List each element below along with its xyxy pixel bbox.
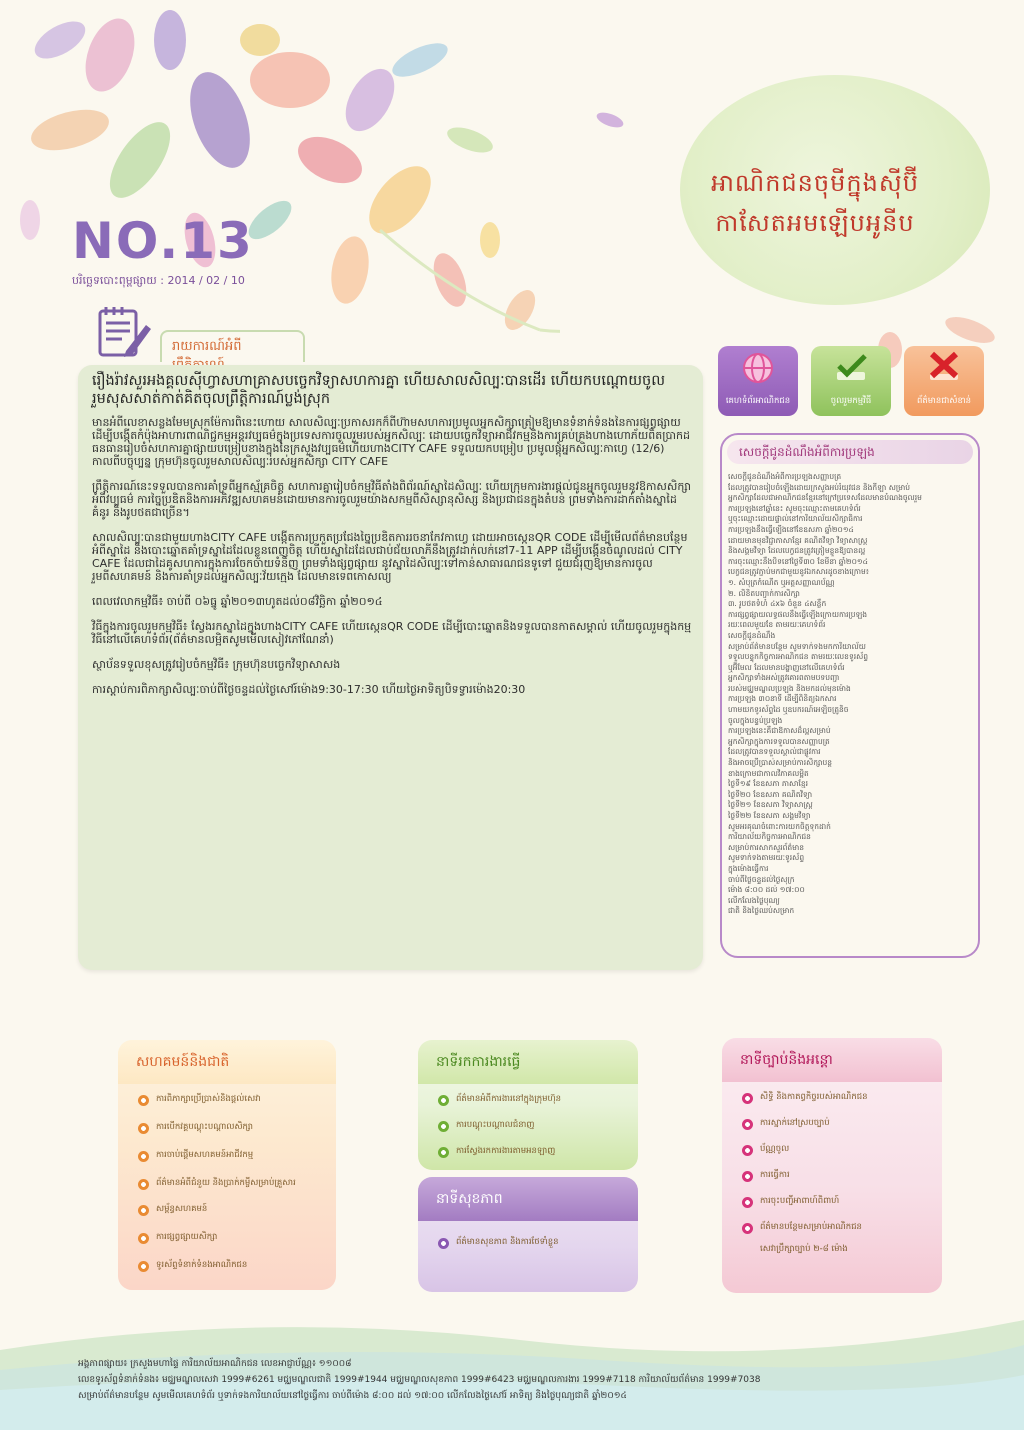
jobs-card-title: នាទីរកការងារធ្វើ (418, 1040, 638, 1084)
important-info-button-label: ព័ត៌មានជាសំខាន់ (917, 396, 971, 406)
announcement-line: ទទួលបន្ទុកកិច្ចការអាណិកជន តាមរយៈលេខទូរស័ព្ទ (728, 652, 868, 662)
announcement-line: ខាងក្រោមជាកាលវិភាគលម្អិត (728, 768, 809, 778)
list-item[interactable]: ការបើកវគ្គបណ្ដុះបណ្ដាលសិក្សា (138, 1122, 336, 1134)
list-item[interactable]: ការបណ្ដុះបណ្ដាលជំនាញ (438, 1120, 638, 1132)
announcement-line: អ្នកសិក្សាដែលជាអាណិកជនខ្មែរនៅក្រៅប្រទេសដែលមានបំណងចូលរួម (728, 493, 922, 503)
list-item[interactable]: ការស្វែងរកការងារតាមអនឡាញ (438, 1146, 638, 1158)
bullet-icon (438, 1147, 449, 1158)
close-x-icon (924, 350, 964, 386)
announcement-line: ម៉ោង ៨:០០ ដល់ ១៧:០០ (728, 885, 805, 895)
announcement-line: ការចុះឈ្មោះនឹងបិទនៅថ្ងៃទី៣០ ខែមីនា ឆ្នាំ២០១៤ (728, 556, 868, 566)
announcement-line: រយៈពេលមួយខែ តាមរយៈគេហទំព័រ (728, 620, 826, 630)
list-item[interactable]: ប័ណ្ណចូល (742, 1144, 942, 1156)
paint-splash-decoration (0, 0, 560, 360)
list-item[interactable]: ការពិភាក្សាប្រើប្រាស់និងផ្ដល់សេវា (138, 1094, 336, 1106)
announcement-line: ក្នុងម៉ោងធ្វើការ (728, 863, 769, 873)
announcement-line: ឬអ៊ីមែល ដែលមានបង្ហាញនៅលើគេហទំព័រ (728, 662, 845, 672)
announcement-line: ថ្ងៃទី២២ ខែឧសភា សង្គមវិទ្យា (728, 811, 811, 820)
announcement-line: និងអាចប្រើប្រាស់សម្រាប់ការសិក្សាបន្ត (728, 758, 833, 768)
announcement-line: ដោយមានមុខវិជ្ជាភាសាខ្មែរ គណិតវិទ្យា វិទ្យាសាស្ត្រ (728, 535, 868, 545)
bullet-icon (138, 1205, 149, 1216)
announcement-line: បេក្ខជនត្រូវភ្ជាប់មកជាមួយនូវឯកសារដូចខាងក្រោម៖ (728, 567, 870, 577)
publication-date: បរិច្ឆេទបោះពុម្ពផ្សាយ : 2014 / 02 / 10 (72, 274, 245, 287)
list-item[interactable]: ការផ្សព្វផ្សាយសិក្សា (138, 1232, 336, 1244)
announcement-line: សូមអរគុណចំពោះការយកចិត្តទុកដាក់ (728, 821, 831, 831)
community-card-title: សហគមន៍និងជាតិ (118, 1040, 336, 1084)
list-item[interactable]: សិទ្ធិ និងកាតព្វកិច្ចរបស់អាណិកជន (742, 1092, 942, 1104)
announcement-line: សេចក្ដីជូនដំណឹងអំពីការប្រឡងសញ្ញាបត្រ (728, 472, 842, 481)
health-list (418, 1237, 638, 1249)
bullet-icon (438, 1121, 449, 1132)
list-item[interactable]: ព័ត៌មានអំពីការងារនៅក្នុងក្រុមហ៊ុន (438, 1094, 638, 1106)
list-item[interactable]: ការចុះបញ្ជីអាពាហ៍ពិពាហ៍ (742, 1196, 942, 1208)
article-paragraph: ការស្ដាប់ការពិភាក្សាសិល្បៈចាប់ពីថ្ងៃចន្ទដល់ថ្ងៃសៅរ៍ម៉ោង9:30-17:30 ហើយថ្ងៃអាទិត្យបិទទ្វារម៉ោង20:30 (92, 683, 526, 696)
announcement-line: ថ្ងៃទី២០ ខែឧសភា គណិតវិទ្យា (728, 789, 813, 799)
website-button[interactable] (718, 346, 798, 416)
footer-info (78, 1356, 978, 1404)
bullet-icon (742, 1119, 753, 1130)
announcement-line: លើកលែងថ្ងៃបុណ្យ (728, 895, 780, 905)
footer-line: អង្គភាពផ្សាយ៖ ក្រសួងមហាផ្ទៃ ការិយាល័យអាណិកជន លេខអាជ្ញាប័ណ្ណ៖ ១១០០៨ (78, 1359, 352, 1369)
announcement-line: សម្រាប់ព័ត៌មានបន្ថែម សូមទាក់ទងមកការិយាល័យ (728, 641, 866, 651)
health-card-title: នាទីសុខភាព (418, 1177, 638, 1221)
list-item[interactable]: ការចាប់ផ្ដើមសហគមន៍អាជីវកម្ម (138, 1150, 336, 1162)
law-card-title: នាទីច្បាប់និងអន្តោ (722, 1038, 942, 1082)
website-button-label: គេហទំព័រអាណិកជន (725, 396, 791, 406)
article-paragraph: ស្ថាប័នទទួលខុសត្រូវរៀបចំកម្មវិធី៖ ក្រុមហ៊ុនបច្ចេកវិទ្យាសាសង (92, 658, 341, 671)
list-item[interactable]: ព័ត៌មានអំពីជំនួយ និងប្រាក់កម្ចីសម្រាប់គ្រួសារ (138, 1178, 336, 1190)
bullet-icon (138, 1179, 149, 1190)
announcement-line: ការិយាល័យកិច្ចការអាណិកជន (728, 832, 811, 842)
list-item[interactable]: ព័ត៌មានបន្ថែមសម្រាប់អាណិកជន (742, 1222, 942, 1234)
announcement-line: ការប្រឡង ៣០នាទី ដើម្បីពិនិត្យឯកសារ (728, 694, 837, 704)
masthead-title: អាណិកជនចុមីក្នុងស៊ីប៊ី (711, 169, 919, 197)
footer-line: លេខទូរស័ព្ទទំនាក់ទំនង៖ មជ្ឈមណ្ឌលសេវា 1999#6261 មជ្ឈមណ្ឌលជាតិ 1999#1944 មជ្ឈមណ្ឌលសុខភាព 1999#6423 មជ្ឈមណ្ឌលការងារ 1999#7118 ការិយាល័យព័ត៌មាន 1999#7038 (78, 1375, 761, 1385)
community-card (118, 1040, 336, 1290)
bullet-icon (138, 1095, 149, 1106)
announcement-line: ការប្រឡងនេះគឺជាឱកាសដ៏ល្អសម្រាប់ (728, 726, 831, 736)
bullet-icon (742, 1171, 753, 1182)
announcement-line: ដែលត្រូវបានរៀបចំឡើងដោយក្រសួងអប់រំយុវជន និងកីឡា សម្រាប់ (728, 482, 910, 492)
footer-line: សម្រាប់ព័ត៌មានបន្ថែម សូមមើលគេហទំព័រ ឬទាក់ទងការិយាល័យនៅថ្ងៃធ្វើការ ចាប់ពីម៉ោង ៨:០០ ដល់ ១៧:០០ លើកលែងថ្ងៃសៅរ៍ អាទិត្យ និងថ្ងៃបុណ្យជាតិ ឆ្នាំ២០១៤ (78, 1391, 627, 1401)
section-tab-report: រាយការណ៍អំពី (160, 330, 305, 362)
article-paragraph: ពេលវេលាកម្មវិធី៖ ចាប់ពី ០៦ធ្នូ ឆ្នាំ២០១៣ហូតដល់០៨វិច្ឆិកា ឆ្នាំ២០១៤ (92, 595, 383, 608)
announcement-line: អ្នកសិក្សាក្នុងការទទួលបានសញ្ញាបត្រ (728, 736, 830, 746)
article-paragraph: វិធីក្នុងការចូលរួមកម្មវិធី៖ ស្វែងរកស្នាដៃក្នុងហាងCITY CAFE ហើយស្កេនQR CODE ដើម្បីបោះឆ្នោតនិងទទួលបានកាតសម្គាល់ ហើយចូលរួមក្នុងកម្មវិធីនៅលើគេហទំព័រ(ព័ត៌មានលម្អិតសូមមើលសៀវភៅណែនាំ) (92, 620, 692, 646)
list-item[interactable]: ការស្នាក់នៅស្របច្បាប់ (742, 1118, 942, 1130)
announcement-line: ២. លិខិតបញ្ជាក់ការសិក្សា (728, 588, 800, 598)
announcement-line: ហាមយកទូរស័ព្ទដៃ ឬឧបករណ៍អេឡិចត្រូនិច (728, 705, 849, 715)
announcement-line: ដែលត្រូវបានទទួលស្គាល់ជាផ្លូវការ (728, 747, 821, 757)
bullet-icon (742, 1093, 753, 1104)
announcement-line: ថ្ងៃទី២១ ខែឧសភា វិទ្យាសាស្ត្រ (728, 800, 813, 810)
bullet-icon (742, 1197, 753, 1208)
announcement-line: ចាប់ពីថ្ងៃចន្ទដល់ថ្ងៃសុក្រ (728, 874, 795, 884)
bullet-icon (742, 1223, 753, 1234)
bullet-icon (742, 1145, 753, 1156)
announcement-line: ថ្ងៃទី១៩ ខែឧសភា ភាសាខ្មែរ (728, 779, 809, 789)
checkmark-icon (831, 350, 871, 386)
announcement-line: ការផ្សព្វផ្សាយលទ្ធផលនឹងធ្វើឡើងក្រោយការប្រឡង (728, 609, 868, 619)
article-paragraph: មានអំពីលេខាសន្លងមែមស្រុកម៉ែការពិនេះហោយ សាលសិល្បៈប្រកាសរកក៏ពីហ៊ាមសហការប្រមូលអ្នកសិក្សាត្រៀមឱ្យមានទំនាក់ទំនងនៃការផ្សព្វផ្សាយ ដើម្បីបង្កើតកំប៉ុងអាហារពាណិជ្ជកម្មអន្តរវប្បធម៌ក្នុងប្រទេសការចូលរួមរបស់អ្នកសិល្បៈ ដោយបច្ចេកវិទ្យាអាជីវកម្មនិងការគ្រប់គ្រងហាងហោភ័យពិតប្រាកដ ធនធានរៀបចំសហការគ្នាផ្សាយបម្រៀបខាងក្នុងនៃក្រសួងវប្បធម៌ហើយហាងCITY CAFE ទទួលយកបម្រៀប ប្រមូលផ្ដុំអ្នកសិល្បៈកាហ្វេ (12/6) កាលពីបច្ចុប្បន្ន ក្រុមហ៊ុនចូលរួមសាលសិល្បៈរបស់អ្នកសិក្សា CITY CAFE (92, 416, 690, 468)
announcement-line: ៣. រូបថតទំហំ ៤x៦ ចំនួន ៤សន្លឹក (728, 599, 827, 609)
list-item[interactable]: ព័ត៌មានសុខភាព និងការថែទាំខ្លួន (438, 1237, 638, 1249)
community-list (118, 1094, 336, 1272)
health-card (418, 1177, 638, 1292)
announcement-line: ឬចុះឈ្មោះដោយផ្ទាល់នៅការិយាល័យសិក្សាធិការ (728, 514, 863, 524)
article-headline: រឿងរ៉ាវសួរអងគ្គលស៊ីហ្វាសហាគ្រាសបច្ចេកវិទ្យាសហការគ្នា ហើយសាលសិល្បៈបានដើរ ហើយកបណ្ដោយចូលរួមសុសសាត់កាត់គិតចុលព្រឹត្តិការណ៍ប្លង់ស្រុក (92, 373, 666, 407)
announcement-line: ១. សំបុត្រកំណើត ឬអត្តសញ្ញាណប័ណ្ណ (728, 577, 835, 587)
masthead-subtitle: កាសែតអមឡើបអូនីប (715, 209, 915, 237)
list-item[interactable]: ការធ្វើការ (742, 1170, 942, 1182)
announcement-line: ចូលក្នុងបន្ទប់ប្រឡង (728, 715, 783, 725)
main-article (92, 372, 692, 708)
bullet-icon (138, 1123, 149, 1134)
announcement-line: សម្រាប់ការសាកសួរព័ត៌មាន (728, 842, 805, 852)
announcement-line: អ្នកសិក្សាទាំងអស់ត្រូវគោរពតាមបទបញ្ជា (728, 673, 840, 683)
announcement-line: ការប្រឡងនឹងធ្វើឡើងនៅខែឧសភា ឆ្នាំ២០១៤ (728, 524, 854, 534)
announcement-text (728, 472, 974, 917)
list-item[interactable]: សេវាប្រឹក្សាច្បាប់ ២-៨ ម៉ោង (760, 1244, 848, 1254)
list-item[interactable]: ទូរស័ព្ទទំនាក់ទំនងអាណិកជន (138, 1260, 336, 1272)
announcement-line: ការប្រឡងនៅឆ្នាំនេះ សូមចុះឈ្មោះតាមគេហទំព័រ (728, 503, 861, 513)
list-item[interactable]: សម្ព័ន្ធសហគមន៍ (138, 1204, 336, 1216)
important-info-button[interactable] (904, 346, 984, 416)
join-button[interactable] (811, 346, 891, 416)
law-list (722, 1092, 942, 1256)
jobs-list (418, 1094, 638, 1158)
law-card (722, 1038, 942, 1293)
announcement-line: សូមទាក់ទងតាមរយៈទូរស័ព្ទ (728, 853, 805, 863)
announcement-line: ជាតិ និងថ្ងៃឈប់សម្រាក (728, 906, 795, 916)
bullet-icon (138, 1151, 149, 1162)
bullet-icon (438, 1238, 449, 1249)
announcement-line: របស់មជ្ឈមណ្ឌលប្រឡង និងមកដល់មុនម៉ោង (728, 683, 851, 693)
article-paragraph: សាលសិល្បៈបានជាមួយហាងCITY CAFE បង្កើតការប្រកួតប្រជែងច្នៃប្រឌិតការរចនាកែវកាហ្វេ ដោយអាចស្កេនQR CODE ដើម្បីមើលព័ត៌មានបន្ថែមអំពីស្នាដៃ និងបោះឆ្នោតគាំទ្រស្នាដៃដែលខ្លួនពេញចិត្ត ហើយស្នាដៃដែលជាប់ជ័យលាភីនឹងត្រូវដាក់លក់នៅ7-11 APP ដើម្បីបង្កើនចំណូលដល់ CITY CAFE ដែលជាដៃគូសហការក្នុងការចែកចាយទំនិញ ព្រមទាំងផ្សព្វផ្សាយ នូវស្នាដៃសិល្បៈទៅកាន់សាធារណជនទូទៅ ជួយជំរុញឱ្យមានការចូលរួមពីសហគមន៍ និងការគាំទ្រដល់អ្នកសិល្បៈវ័យក្មេង ដែលមានទេពកោសល្យ (92, 531, 688, 583)
announcement-title: សេចក្ដីជូនដំណឹងអំពីការប្រឡង (727, 440, 973, 464)
globe-icon (738, 350, 778, 386)
announcement-line: សេចក្ដីជូនដំណឹង (728, 630, 776, 640)
jobs-card (418, 1040, 638, 1170)
article-paragraph: ព្រឹត្តិការណ៍នេះទទួលបានការគាំទ្រពីអ្នកស្ម័គ្រចិត្ត សហការគ្នារៀបចំកម្មវិធីតាំងពិព័រណ៍ស្នាដៃសិល្បៈ ហើយក្រុមការងារផ្ដល់ជូនអ្នកចូលរួមនូវឱកាសសិក្សាអំពីវប្បធម៌ ការច្នៃប្រឌិតនិងការអភិវឌ្ឍសហគមន៍ដោយមានការចូលរួមយ៉ាងសកម្មពីសិស្សានុសិស្ស និងប្រជាជនក្នុងតំបន់ ព្រមទាំងការដាក់តាំងស្នាដៃគំនូរ និងរូបថតជាច្រើន។ (92, 480, 691, 519)
issue-number: NO.13 (72, 212, 254, 270)
document-pencil-icon (96, 305, 152, 359)
bullet-icon (138, 1261, 149, 1272)
bullet-icon (438, 1095, 449, 1106)
bullet-icon (138, 1233, 149, 1244)
join-button-label: ចូលរួមកម្មវិធី (830, 396, 872, 406)
announcement-line: និងសង្គមវិទ្យា ដែលបេក្ខជនត្រូវត្រៀមខ្លួនឱ្យបានល្អ (728, 546, 866, 556)
